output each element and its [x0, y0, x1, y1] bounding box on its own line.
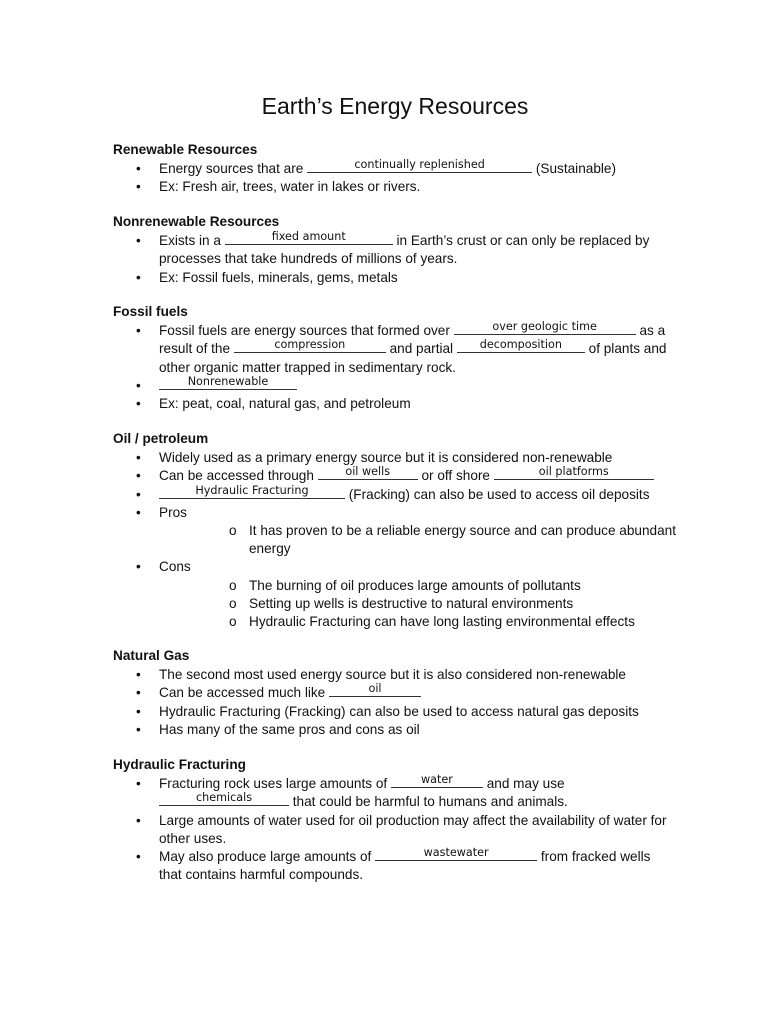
bullet: • — [136, 504, 141, 520]
sub-bullet: o — [229, 614, 237, 630]
sub-list-item: o The burning of oil produces large amounts of pollutants — [159, 577, 713, 595]
list-item: • Ex: Fresh air, trees, water in lakes or rivers. — [113, 178, 713, 196]
section-heading: Natural Gas — [113, 648, 190, 663]
bullet: • — [136, 812, 141, 828]
bullet: • — [136, 396, 141, 412]
sub-bullet: o — [229, 523, 237, 539]
sub-list-item: o Setting up wells is destructive to natural environments — [159, 595, 713, 613]
bullet: • — [136, 559, 141, 575]
list-item: • Energy sources that are continually replenished (Sustainable) — [113, 160, 713, 178]
list-item: • May also produce large amounts of wastewater from fracked wells that contains harmful compounds. — [136, 846, 651, 883]
bullet: • — [136, 377, 141, 393]
sub-bullet: o — [229, 577, 237, 593]
sub-bullet: o — [229, 595, 237, 611]
section-natural-gas — [113, 647, 713, 739]
answer-text: water — [421, 773, 453, 787]
bullet: • — [136, 179, 141, 195]
list-item: • Large amounts of water used for oil production may affect the availability of water for other uses. — [136, 812, 667, 846]
section-fossil-fuels — [113, 303, 713, 413]
answer-blank — [159, 483, 345, 499]
list-item: • Hydraulic Fracturing (Fracking) can also be used to access natural gas deposits — [113, 703, 713, 721]
list-item: • Can be accessed through oil wells or off shore oil platforms — [113, 467, 713, 485]
answer-text: Nonrenewable — [187, 374, 269, 388]
section-oil-petroleum — [113, 430, 713, 631]
list-item: • Widely used as a primary energy source but it is considered non-renewable — [113, 449, 713, 467]
bullet: • — [136, 323, 141, 339]
answer-text: compression — [274, 338, 346, 352]
page-title: Earth’s Energy Resources — [261, 93, 529, 119]
answer-blank — [391, 775, 483, 788]
bullet: • — [136, 703, 141, 719]
answer-blank — [225, 232, 393, 245]
list-item: • Exists in a fixed amount in Earth’s crust or can only be replaced by processes that take hundreds of millions of years. — [136, 230, 650, 267]
bullet: • — [136, 269, 141, 285]
bullet: • — [136, 468, 141, 484]
list-item: • Ex: peat, coal, natural gas, and petroleum — [113, 395, 713, 413]
answer-text: Hydraulic Fracturing — [195, 483, 309, 497]
answer-blank — [318, 467, 418, 480]
sub-list-item: o It has proven to be a reliable energy source and can produce abundant energy — [229, 523, 676, 557]
bullet: • — [136, 450, 141, 466]
bullet: • — [136, 776, 141, 792]
bullet: • — [136, 685, 141, 701]
answer-text: continually replenished — [354, 158, 485, 172]
list-item: • Ex: Fossil fuels, minerals, gems, metals — [113, 269, 713, 287]
list-item: • Hydraulic Fracturing (Fracking) can also be used to access oil deposits — [113, 486, 713, 504]
bullet: • — [136, 161, 141, 177]
section-renewable — [113, 141, 713, 197]
list-item — [113, 374, 713, 395]
sub-list-item: o Hydraulic Fracturing can have long lasting environmental effects — [159, 613, 713, 631]
answer-text: chemicals — [195, 791, 253, 805]
answer-blank — [234, 340, 386, 353]
bullet: • — [136, 721, 141, 737]
bullet: • — [136, 233, 141, 249]
list-item: • Pros o It has proven to be a reliable energy source and can produce abundant energy — [113, 504, 713, 559]
section-nonrenewable — [113, 213, 713, 287]
section-heading: Renewable Resources — [113, 142, 258, 157]
answer-text: over geologic time — [492, 320, 597, 334]
bullet: • — [136, 667, 141, 683]
answer-text: wastewater — [423, 846, 489, 860]
answer-blank — [494, 467, 654, 480]
list-item: • Has many of the same pros and cons as oil — [113, 721, 713, 739]
answer-text: oil wells — [345, 465, 391, 479]
answer-text: decomposition — [479, 338, 562, 352]
answer-blank — [375, 848, 537, 861]
answer-blank — [307, 160, 532, 173]
bullet: • — [136, 849, 141, 865]
answer-blank — [329, 684, 421, 697]
section-heading: Nonrenewable Resources — [113, 214, 280, 229]
answer-blank — [159, 793, 289, 806]
answer-blank — [159, 374, 297, 390]
answer-blank — [457, 340, 585, 353]
bullet: • — [136, 486, 141, 502]
list-item: • Can be accessed much like oil — [113, 684, 713, 702]
answer-text: oil platforms — [538, 465, 609, 479]
answer-text: oil — [368, 682, 382, 696]
answer-text: fixed amount — [271, 230, 346, 244]
section-heading: Fossil fuels — [113, 304, 188, 319]
list-item: • Cons o The burning of oil produces large amounts of pollutants o Setting up wells is destructive to natural environments o Hydraulic Fracturing can have long lasting environmental effects — [113, 558, 713, 631]
answer-blank — [454, 322, 636, 335]
list-item: • The second most used energy source but it is also considered non-renewable — [113, 666, 713, 684]
section-heading: Hydraulic Fracturing — [113, 757, 246, 772]
section-heading: Oil / petroleum — [113, 431, 209, 446]
list-item: • Fracturing rock uses large amounts of water and may use chemicals that could be harmful to humans and animals. — [136, 773, 568, 810]
section-hydraulic-fracturing — [113, 756, 713, 884]
list-item: • Fossil fuels are energy sources that formed over over geologic time as a result of the compression and partial decomposition of plants and other organic matter trapped in sedimentary rock. — [136, 320, 667, 375]
